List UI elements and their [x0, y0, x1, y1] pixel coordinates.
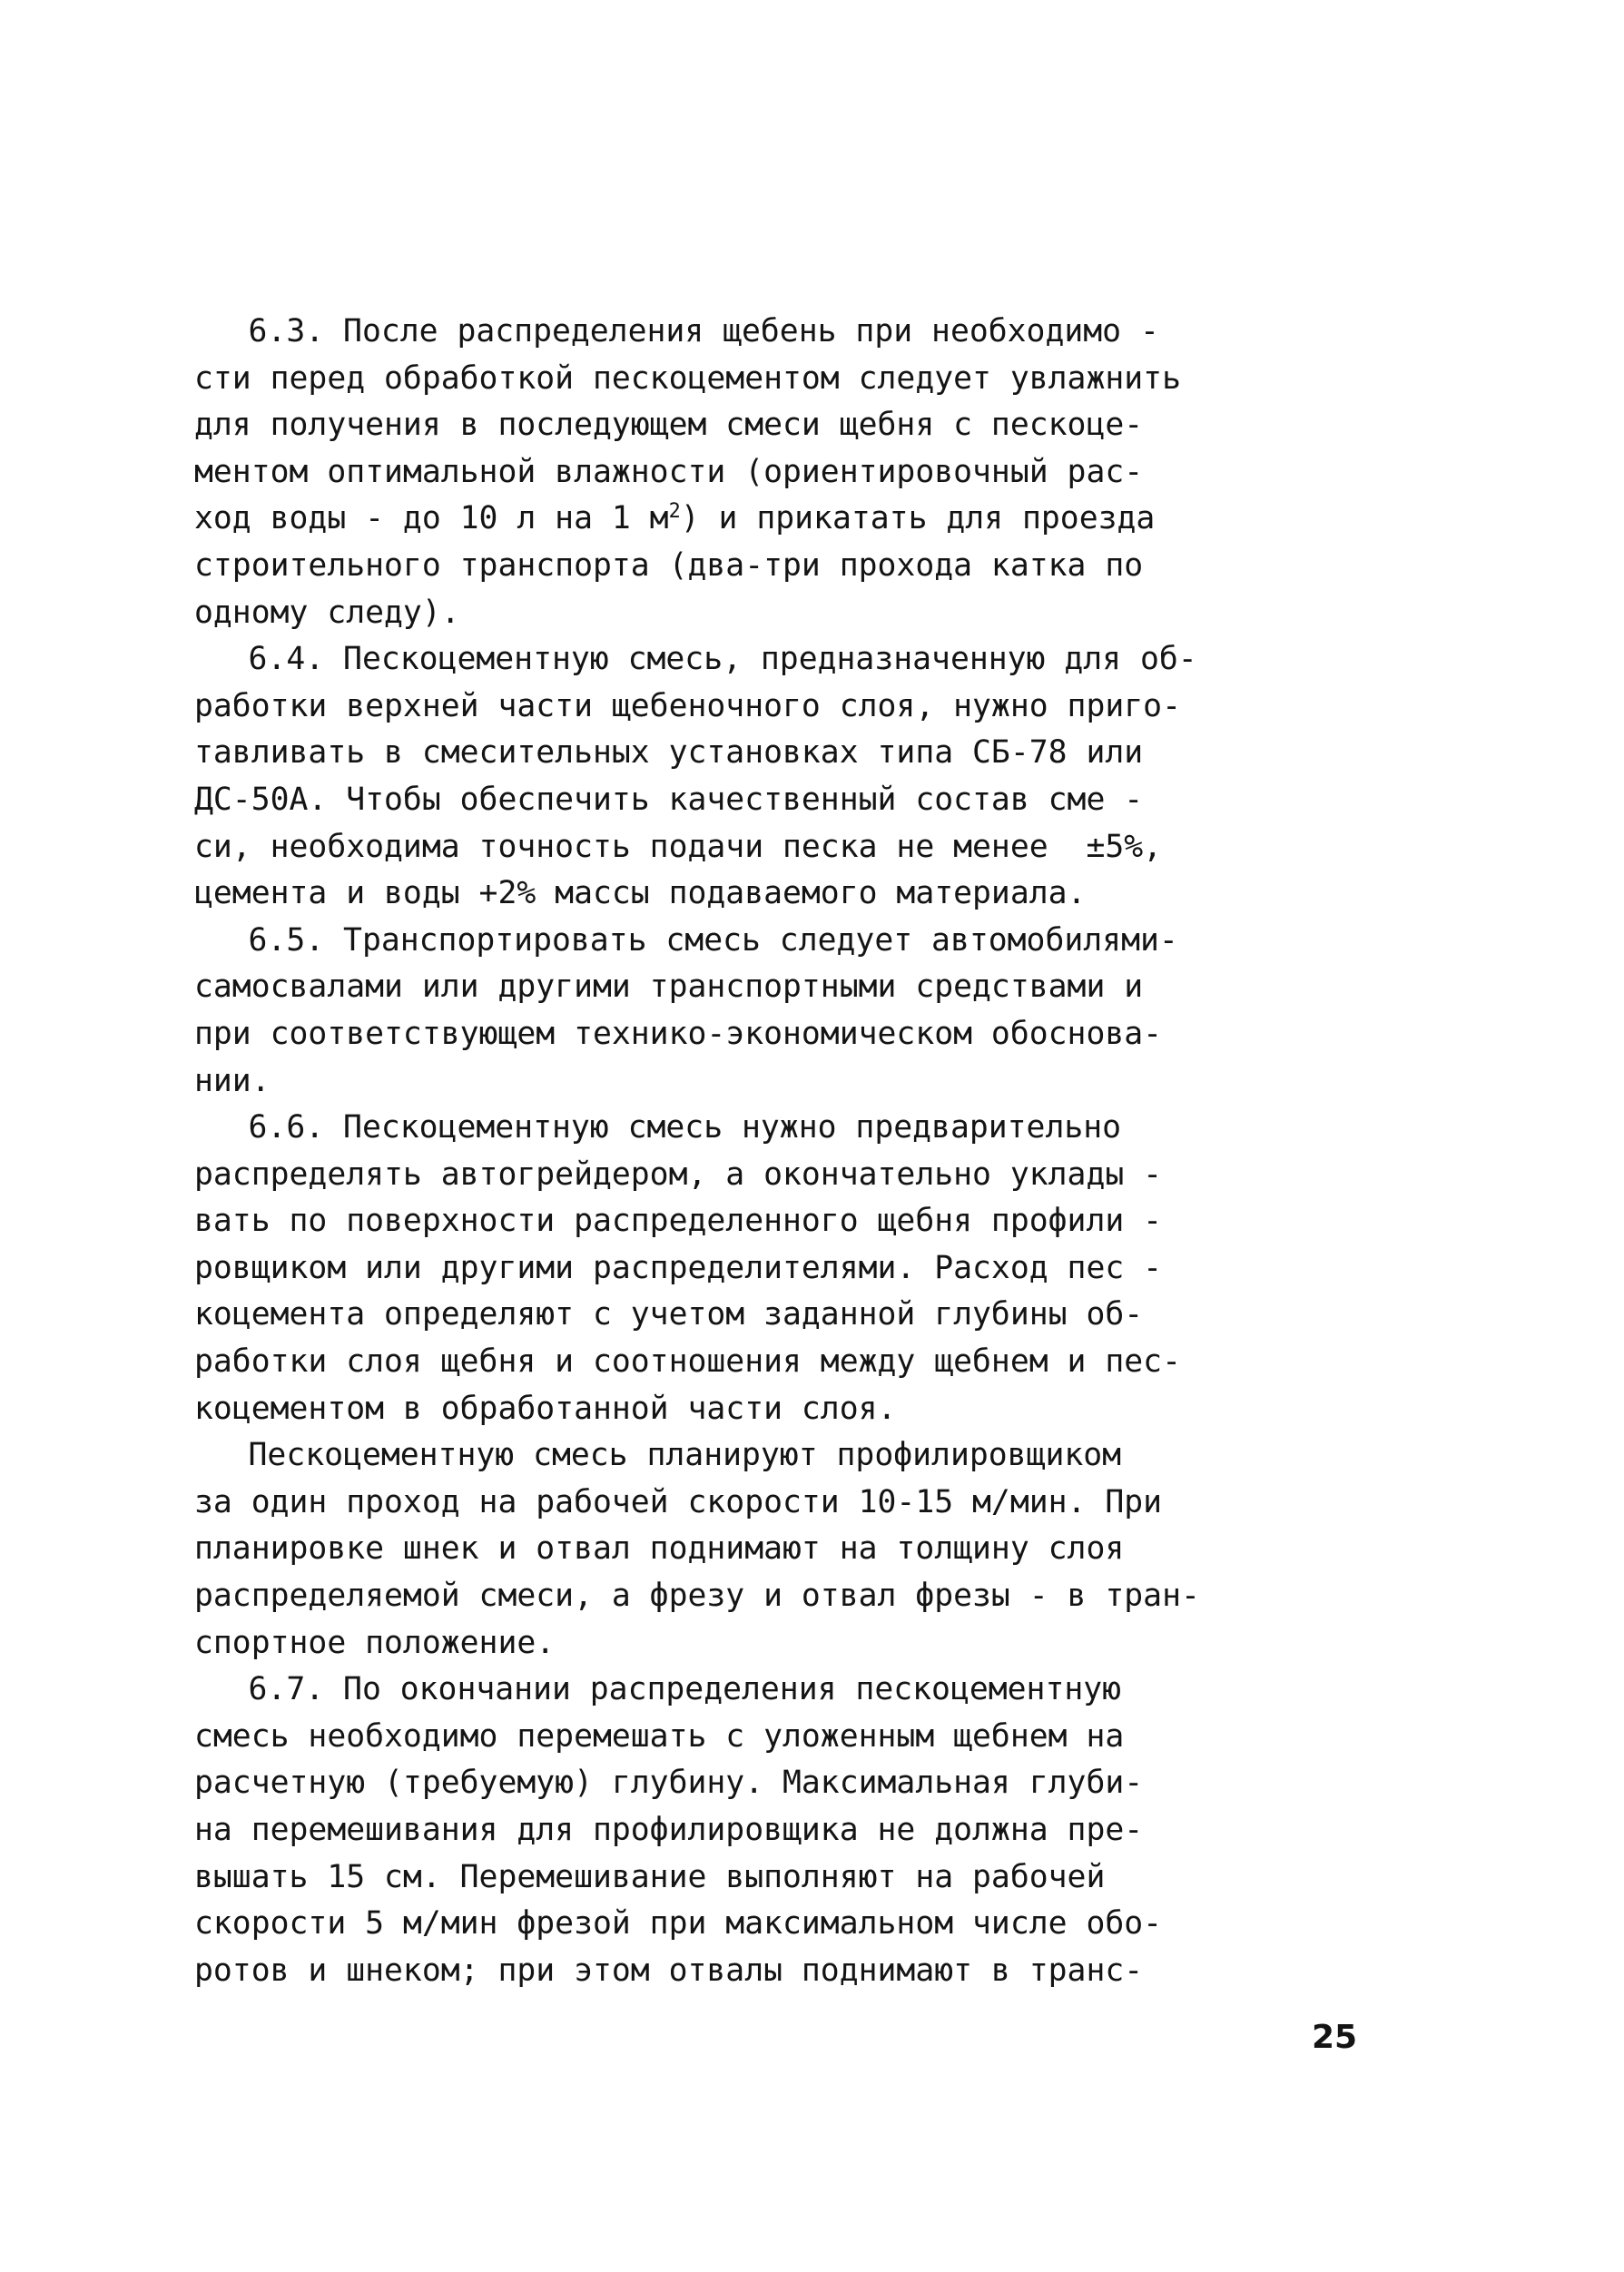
text-line-content: для получения в последующем смеси щебня с пескоце- — [194, 407, 1144, 444]
text-line-content: вать по поверхности распределенного щебня профили - — [194, 1203, 1163, 1240]
body-text — [194, 309, 1374, 1994]
text-line-content: вышать 15 см. Перемешивание выполняют на рабочей — [194, 1858, 1106, 1895]
text-line — [194, 1152, 1365, 1199]
text-line-content: коцементом в обработанной части слоя. — [194, 1390, 897, 1427]
text-line — [194, 543, 1365, 590]
text-line-content: ротов и шнеком; при этом отвалы поднимают в транс- — [194, 1952, 1144, 1989]
text-line — [194, 1058, 1365, 1106]
text-line — [194, 309, 1365, 356]
text-line — [194, 1432, 1365, 1480]
text-line-content: строительного транспорта (два-три прохода катка по — [194, 546, 1144, 584]
text-line — [194, 824, 1365, 871]
text-line-content: ход воды - до 10 л на 1 м — [194, 500, 669, 537]
text-line-content: ментом оптимальной влажности (ориентировочный рас- — [194, 453, 1144, 490]
text-line — [194, 1807, 1365, 1854]
text-line-content: расчетную (требуемую) глубину. Максимальная глуби- — [194, 1765, 1144, 1802]
text-line-content: работки верхней части щебеночного слоя, нужно приго- — [194, 687, 1181, 724]
text-line — [194, 1667, 1365, 1714]
text-line-continuation: ) и прикатать для проезда — [680, 500, 1156, 537]
text-line-content: Пескоцементную смесь планируют профилировщиком — [248, 1437, 1122, 1474]
text-line-content: работки слоя щебня и соотношения между щебнем и пес- — [194, 1343, 1181, 1381]
page-number: 25 — [1312, 2019, 1358, 2056]
text-line — [194, 449, 1365, 497]
text-line — [194, 636, 1365, 684]
text-line-content: за один проход на рабочей скорости 10-15 м/мин. При — [194, 1483, 1163, 1520]
text-line — [194, 1948, 1365, 1995]
text-line — [194, 870, 1365, 918]
text-line — [194, 1011, 1365, 1058]
text-line — [194, 1105, 1365, 1152]
text-line — [194, 1339, 1365, 1386]
superscript: 2 — [668, 500, 681, 524]
text-line — [194, 1198, 1365, 1245]
text-line — [194, 1573, 1365, 1620]
text-line-content: 6.7. По окончании распределения пескоцементную — [248, 1671, 1122, 1708]
text-line-content: распределяемой смеси, а фрезу и отвал фрезы - в тран- — [194, 1578, 1200, 1615]
text-line — [194, 1386, 1365, 1433]
text-line — [194, 730, 1365, 777]
text-line-content: самосвалами или другими транспортными средствами и — [194, 969, 1144, 1006]
text-line — [194, 777, 1365, 824]
text-line-content: тавливать в смесительных установках типа СБ-78 или — [194, 734, 1144, 772]
text-line — [194, 1526, 1365, 1573]
text-line-content: 6.5. Транспортировать смесь следует автомобилями- — [248, 921, 1178, 959]
text-line-content: ДС-50А. Чтобы обеспечить качественный состав сме - — [194, 781, 1144, 818]
text-line — [194, 1714, 1365, 1761]
text-line — [194, 1480, 1365, 1527]
text-line — [194, 918, 1365, 965]
text-line-content: спортное положение. — [194, 1624, 556, 1661]
text-line — [194, 356, 1365, 403]
text-line — [194, 402, 1365, 449]
text-line-content: 6.3. После распределения щебень при необходимо - — [248, 313, 1159, 349]
text-line-content: на перемешивания для профилировщика не должна пре- — [194, 1812, 1144, 1848]
text-line — [194, 1292, 1365, 1339]
text-line-content: планировке шнек и отвал поднимают на толщину слоя — [194, 1530, 1125, 1568]
text-line — [194, 1760, 1365, 1807]
text-line-content: при соответствующем технико-экономическом обоснова- — [194, 1015, 1163, 1052]
text-line-content: сти перед обработкой пескоцементом следует увлажнить — [194, 359, 1181, 397]
text-line — [194, 1854, 1365, 1902]
text-line-content: цемента и воды +2% массы подаваемого материала. — [194, 875, 1087, 912]
text-line-content: 6.6. Пескоцементную смесь нужно предварительно — [248, 1109, 1122, 1146]
text-line-content: нии. — [194, 1062, 271, 1099]
text-line-content: распределять автогрейдером, а окончательно уклады - — [194, 1156, 1163, 1193]
text-line — [194, 684, 1365, 731]
text-line — [194, 590, 1365, 637]
text-line — [194, 496, 1365, 543]
text-line-content: смесь необходимо перемешать с уложенным щебнем на — [194, 1717, 1125, 1755]
text-line-content: си, необходима точность подачи песка не менее ±5%, — [194, 828, 1163, 865]
text-line-content: скорости 5 м/мин фрезой при максимальном числе обо- — [194, 1905, 1163, 1943]
text-line — [194, 1245, 1365, 1293]
text-line-content: коцемента определяют с учетом заданной глубины об- — [194, 1296, 1144, 1333]
text-line-content: ровщиком или другими распределителями. Расход пес - — [194, 1249, 1163, 1286]
text-line — [194, 1620, 1365, 1667]
text-line-content: 6.4. Пескоцементную смесь, предназначенную для об- — [248, 641, 1197, 678]
text-line — [194, 964, 1365, 1011]
text-line-content: одному следу). — [194, 594, 460, 631]
text-line — [194, 1901, 1365, 1948]
